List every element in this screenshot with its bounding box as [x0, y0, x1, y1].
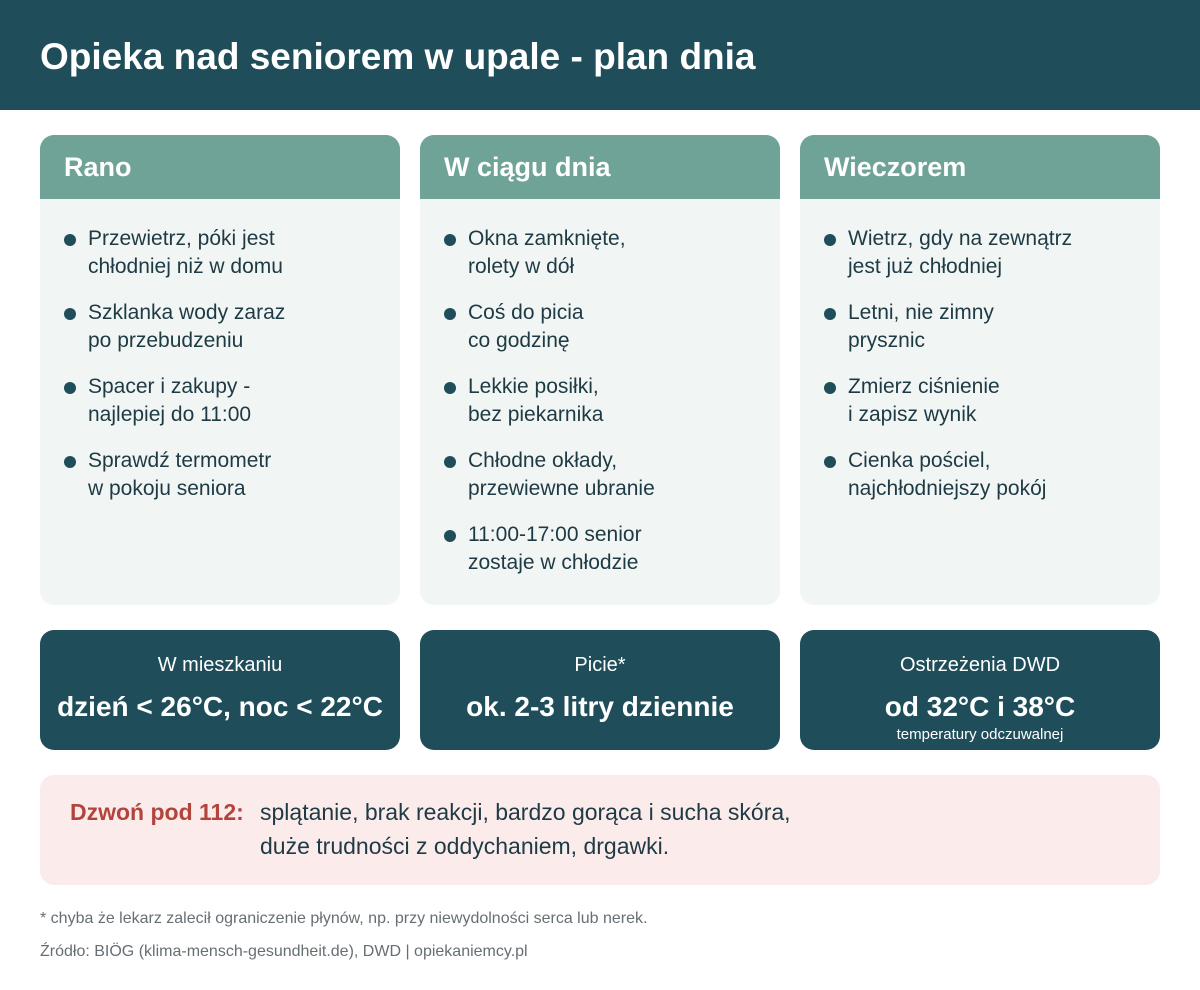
list-item	[64, 447, 400, 503]
item-line: co godzinę	[468, 329, 570, 352]
item-line: bez piekarnika	[468, 403, 604, 426]
item-line: Cienka pościel,	[848, 449, 991, 472]
stat-box-drinking	[420, 630, 780, 750]
stat-note: temperatury odczuwalnej	[896, 726, 1064, 743]
item-line: najlepiej do 11:00	[88, 403, 252, 426]
footnote: * chyba że lekarz zalecił ograniczenie płynów, np. przy niewydolności serca lub nerek.	[40, 910, 648, 927]
page-header	[0, 0, 1200, 110]
emergency-alert	[40, 775, 1160, 885]
stat-label: Ostrzeżenia DWD	[899, 654, 1061, 676]
item-line: przewiewne ubranie	[468, 477, 655, 500]
column-list	[800, 199, 1160, 503]
bullet-icon	[824, 382, 836, 394]
stat-value: od 32°C i 38°C	[884, 691, 1076, 722]
item-line: po przebudzeniu	[88, 329, 244, 352]
bullet-icon	[444, 382, 456, 394]
column-list	[40, 199, 400, 503]
item-line: i zapisz wynik	[848, 403, 977, 426]
item-line: Chłodne okłady,	[468, 449, 618, 472]
item-line: prysznic	[848, 329, 926, 352]
bullet-icon	[64, 382, 76, 394]
alert-label: Dzwoń pod 112:	[70, 799, 244, 825]
bullet-icon	[824, 456, 836, 468]
source-note: Źródło: BIÖG (klima-mensch-gesundheit.de), DWD | opiekaniemcy.pl	[40, 943, 528, 960]
list-item	[444, 521, 780, 577]
list-item	[824, 447, 1160, 503]
bullet-icon	[444, 234, 456, 246]
page-title: Opieka nad seniorem w upale - plan dnia	[40, 36, 756, 77]
bullet-icon	[444, 456, 456, 468]
column-heading: Wieczorem	[824, 151, 967, 182]
item-line: jest już chłodniej	[848, 255, 1003, 278]
column-header	[420, 135, 780, 199]
item-line: chłodniej niż w domu	[88, 255, 283, 278]
list-item	[444, 447, 780, 503]
column-list	[420, 199, 780, 577]
bullet-icon	[444, 530, 456, 542]
item-line: rolety w dół	[468, 255, 575, 278]
item-line: Wietrz, gdy na zewnątrz	[848, 227, 1073, 250]
column-morning	[40, 135, 400, 605]
list-item	[824, 225, 1160, 281]
list-item	[444, 225, 780, 281]
alert-text	[260, 795, 791, 863]
column-heading: Rano	[64, 151, 132, 182]
list-item	[64, 373, 400, 429]
stat-box-apartment	[40, 630, 400, 750]
bullet-icon	[824, 308, 836, 320]
list-item	[824, 373, 1160, 429]
alert-line: duże trudności z oddychaniem, drgawki.	[260, 833, 670, 859]
bullet-icon	[824, 234, 836, 246]
item-line: Sprawdź termometr	[88, 449, 272, 472]
column-heading: W ciągu dnia	[444, 151, 611, 182]
item-line: Lekkie posiłki,	[468, 375, 599, 398]
bullet-icon	[444, 308, 456, 320]
item-line: Szklanka wody zaraz	[88, 301, 286, 324]
column-evening	[800, 135, 1160, 605]
item-line: Przewietrz, póki jest	[88, 227, 275, 250]
column-header	[40, 135, 400, 199]
stat-label: Picie*	[574, 654, 626, 676]
alert-line: splątanie, brak reakcji, bardzo gorąca i sucha skóra,	[260, 799, 791, 825]
item-line: najchłodniejszy pokój	[848, 477, 1047, 500]
item-line: zostaje w chłodzie	[468, 551, 639, 574]
list-item	[444, 299, 780, 355]
list-item	[64, 299, 400, 355]
bullet-icon	[64, 308, 76, 320]
item-line: Okna zamknięte,	[468, 227, 626, 250]
item-line: w pokoju seniora	[88, 477, 246, 500]
item-line: Letni, nie zimny	[848, 301, 994, 324]
stat-value: dzień < 26°C, noc < 22°C	[57, 691, 383, 722]
column-header	[800, 135, 1160, 199]
bullet-icon	[64, 456, 76, 468]
item-line: Spacer i zakupy -	[88, 375, 251, 398]
list-item	[444, 373, 780, 429]
stat-label: W mieszkaniu	[157, 654, 283, 676]
stat-value: ok. 2-3 litry dziennie	[466, 691, 734, 722]
list-item	[64, 225, 400, 281]
stat-box-dwd-warnings	[800, 630, 1160, 750]
bullet-icon	[64, 234, 76, 246]
item-line: Zmierz ciśnienie	[848, 375, 1000, 398]
list-item	[824, 299, 1160, 355]
item-line: 11:00-17:00 senior	[468, 523, 642, 546]
column-daytime	[420, 135, 780, 605]
item-line: Coś do picia	[468, 301, 584, 324]
